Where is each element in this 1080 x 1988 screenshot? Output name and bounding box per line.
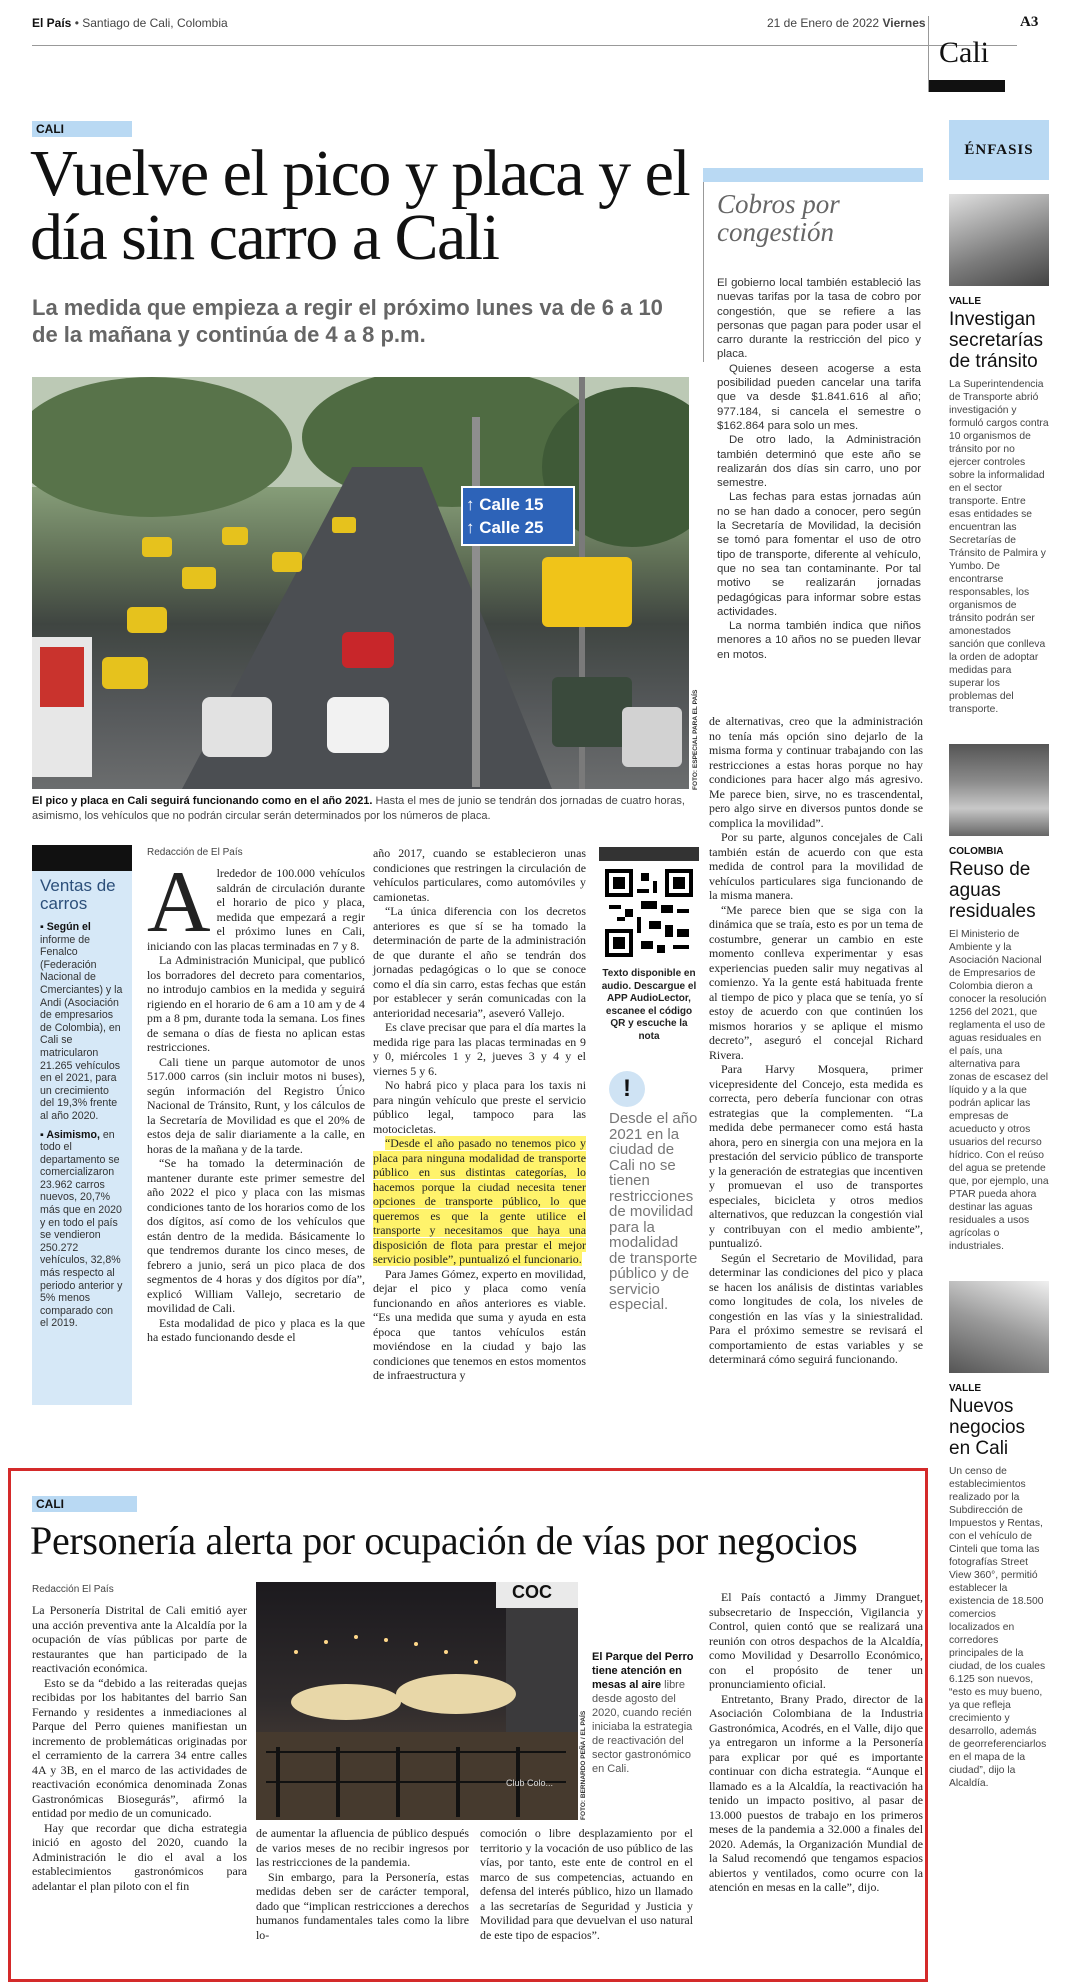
ventas-item-2: ▪ Asimismo, en todo el departamento se comercializaron 23.962 carros nuevos, 20,7% más que en 2020 y en todo el país se vendieron 250.272 vehículos, 32,8% más respecto al periodo anterior y 5% menos comparado con el 2019. <box>40 1128 123 1330</box>
ventas-box <box>32 845 132 1405</box>
second-col-4: El País contactó a Jimmy Dranguet, subsecretario de Inspección, Vigilancia y Control, quien contó que se realizará una reunión con otros despachos de la Alcaldía, como Movilidad y Desarrollo Económico, con el propósito de tener un pronunciamiento oficial. Entretanto, Brany Prado, director de la Asociación Colombiana de la Industria Gastronómica, Acodrés, en el Valle, dijo que ya entregaron un informe a la Personería para explicar por qué es importante continuar con dicha estrategia. “Aunque el llamado es a la Alcaldía, la reactivación ha tenido un impacto positivo, al pasar de 13.000 puestos de trabajo en los primeros meses de la pandemia a 32.000 a finales del 2020. Además, la Organización Mundial de la Salud recomendó que tengamos espacios abiertos y ventilados, como ocurre con la atención en mesas en la calle”, dijo. <box>709 1590 923 1894</box>
second-section-tag: CALI <box>32 1496 137 1512</box>
restaurant-photo <box>256 1582 578 1820</box>
enfasis-title: ÉNFASIS <box>949 120 1049 180</box>
ventas-title: Ventas de carros <box>40 876 116 913</box>
exclamation-text: Desde el año 2021 en la ciudad de Cali no se tienen restricciones de movilidad para la modalidad de transporte público y de servicio especial. <box>609 1110 698 1313</box>
second-col-2: de aumentar la afluencia de público después de varios meses de no recibir ingresos por las restricciones de la pandemia. Sin embargo, para la Personería, estas medidas deben ser de carácter temporal, dado que “implican restricciones a derechos humanos fundamentales tales como la libre lo- <box>256 1826 469 1942</box>
arrow-up-icon: ↑ <box>466 518 480 537</box>
location: Santiago de Cali, Colombia <box>82 16 228 30</box>
photo-credit: FOTO: ESPECIAL PARA EL PAÍS <box>692 689 699 790</box>
enfasis-kicker-1: VALLE <box>949 296 982 307</box>
ventas-item-1: ▪ Según el informe de Fenalco (Federación Nacional de Cmerciantes) y la Andi (Asociación de empresarios de Colombia), en Cali se matricularon 21.265 vehículos en el 2021, para un crecimiento del 19,3% frente al año 2020. <box>40 921 123 1122</box>
photo-sign-club: Club Colo... <box>506 1778 554 1788</box>
headline: Vuelve el pico y placa y el día sin carro a Cali <box>30 137 690 274</box>
sign-calle-15: ↑ Calle 15 <box>466 495 544 514</box>
enfasis-body-2: El Ministerio de Ambiente y la Asociación Nacional de Empresarios de Colombia dieron a conocer la resolución 1256 del 2021, que reglamenta el uso de aguas residuales en el país, una alternativa para zonas de escasez del líquido y a la que podrán aplicar las empresas de acueducto y otros usuarios del recurso hídrico. Con el reúso del agua se pretende que, por ejemplo, una PTAR pueda ahora destinar las aguas residuales a usos agrícolas o industriales. <box>949 929 1049 1252</box>
second-byline: Redacción El País <box>32 1584 114 1595</box>
date: 21 de Enero de 2022 <box>767 16 880 30</box>
photo-caption: El pico y placa en Cali seguirá funcionando como en el año 2021. Hasta el mes de junio se tendrán dos jornadas de cuatro horas, asimismo, los vehículos que no podrán circular serán determinados por los números de placa. <box>32 795 685 822</box>
section-name: Cali <box>939 36 989 69</box>
dropcap: A <box>147 854 211 951</box>
second-photo-caption: El Parque del Perro tiene atención en mesas al aire libre desde agosto del 2020, cuando recién iniciaba la estrategia de reactivación del sector gastronómico en Cali. <box>592 1651 694 1775</box>
cobros-box <box>703 168 923 684</box>
main-col-4: de alternativas, creo que la administración no tenía más opción sino dejarlo de la misma forma y continuar trabajando con las restricciones a estas horas porque no hay condiciones para hacer algo más agresivo. Me parece bien, sirve, no es trascendental, pero algo sirve en diversos puntos donde se complica la movilidad”. Por su parte, algunos concejales de Cali también están de acuerdo con que esta medida de control para la movilidad de vehículos particulares siga funcionando de la misma manera. “Me parece bien que se siga con la dinámica que se traía, esto es por un tema de costumbre, generar un cambio en este momento conlleva experimentar y esas experiencias pueden salir muy negativas al comienzo. Ya la gente está habituada frente al tiempo de pico y placa que se tenía, yo sí estoy de acuerdo con que continúen los mismos horarios y se aplique el mismo decreto”, aseguró el concejal Richard Rivera. Para Harvy Mosquera, primer vicepresidente del Concejo, esta medida es correcta, pero debería funcionar con otras estrategias que la complementen. “La medida debe permanecer como está hasta ahora, pero en sinergia con una mejora en la prestación del servicio público de transporte y la generación de estrategias que incentiven y promuevan el uso de transportes especiales, bicicleta y otros medios alternativos, que reduzcan la congestión vial y contribuyan con el medio ambiente”, puntualizó. Según el Secretario de Movilidad, para determinar las condiciones del pico y placa se hacen los análisis de distintas variables como longitudes de cola, los niveles de congestión en las vías y la siniestralidad. Para el próximo semestre se revisará el comportamiento de estas variables y se determinará cómo seguirá funcionando. <box>709 714 923 1366</box>
second-photo-credit: FOTO: BERNARDO PEÑA / EL PAÍS <box>580 1710 587 1820</box>
subheadline: La medida que empieza a regir el próximo lunes va de 6 a 10 de la mañana y continúa de 4 a 8 p.m. <box>32 295 663 347</box>
highlighted-quote: “Desde el año pasado no tenemos pico y placa para ninguna modalidad de transporte público en sus distintas categorías, lo hacemos porque la ciudad necesita tener opciones de transporte público, lo que queremos es que la gente utilice el transporte y necesitamos que haya una disposición de flota para prestar el mejor servicio posible”, puntualizó el funcionario. <box>373 1136 586 1266</box>
arrow-up-icon: ↑ <box>466 495 480 514</box>
byline: Redacción de El País <box>147 847 243 858</box>
main-col-2: año 2017, cuando se establecieron unas condiciones que restringen la circulación de vehículos particulares, como automóviles y camionetas. “La única diferencia con los decretos anteriores es que sí se ha tomado la determinación de parte de la administración de que durante el año se tendrán dos jornadas pedagógicas o lo que se conoce como el día sin carro, estas fechas que están por establecer y serán comunicadas con la anterioridad necesaria”, aseveró Vallejo. Es clave precisar que para el día martes la medida rige para las placas terminadas en 9 y 0, miércoles 1 y 2, jueves 3 y 4 y el viernes 5 y 6. No habrá pico y placa para los taxis ni para ningún vehículo que preste el servicio público legal, tampoco para las motocicletas. “Desde el año pasado no tenemos pico y placa para ninguna modalidad de transporte público en sus distintas categorías, lo hacemos porque la ciudad necesita tener opciones de transporte público, lo que queremos es que la gente utilice el transporte y necesitamos que haya una disposición de flota para prestar el mejor servicio posible”, puntualizó el funcionario. Para James Gómez, experto en movilidad, dejar el pico y placa como venía funcionando en años anteriores es viable. “Es una medida que suma y ayuda en esta época que tantos vehículos están moviéndose en la ciudad y bajo las condiciones que tenemos en estos momentos de infraestructura y <box>373 846 586 1382</box>
enfasis-body-3: Un censo de establecimientos realizado por la Subdirección de Impuestos y Rentas, con el vehículo de Cinteli que toma las fotografías Street View 360°, permitió establecer la existencia de 18.500 comercios localizados en corredores principales de la ciudad, de los cuales 6.125 son nuevos, “esto es muy bueno, ya que refleja crecimiento y desarrollo, además de georreferenciarlos en el mapa de la ciudad”, dijo la Alcaldía. <box>949 1466 1047 1789</box>
qr-box <box>599 847 699 1313</box>
section-flag <box>928 16 1004 92</box>
weekday: Viernes <box>882 16 926 30</box>
enfasis-title-3: Nuevos negocios en Cali <box>949 1396 1026 1459</box>
masthead: El País • Santiago de Cali, Colombia 21 de Enero de 2022 Viernes <box>32 16 1017 46</box>
enfasis-title-2: Reuso de aguas residuales <box>949 859 1036 922</box>
enfasis-rail <box>949 120 1049 1980</box>
exclamation-icon: ! <box>609 1071 645 1107</box>
cobros-body: El gobierno local también estableció las nuevas tarifas por la tasa de cobro por congestión, que se refiere a las personas que pagan para poder usar el carro durante la restricción del pico y placa. Quienes deseen acogerse a esta posibilidad pueden cancelar una tarifa que va desde $1.841.616 al año; 977.184, si cancela el semestre o $162.864 para solo un mes. De otro lado, la Administración también determinó que este año se realizarán dos días sin carro, uno por semestre. Las fechas para estas jornadas aún no se han dado a conocer, pero según la Secretaría de Movilidad, la decisión se tomó para fomentar el uso de otro tipo de transporte, diferente al vehículo, que no sea tan contaminante. Por tal motivo se realizarán jornadas pedagógicas para informar sobre estas actividades. La norma también indica que niños menores a 10 años no se pueden llevar en motos. <box>717 277 921 661</box>
traffic-photo <box>32 377 689 789</box>
enfasis-photo-3 <box>949 1281 1049 1373</box>
second-col-1: La Personería Distrital de Cali emitió ayer una acción preventiva ante la Alcaldía por la ocupación de vías públicas por parte de restaurantes que han participado de la reactivación económica. Esto se da “debido a las reiteradas quejas recibidas por los habitantes del barrio San Fernando y residentes a inmediaciones al Parque del Perro quienes manifiestan un incremento de problemáticas originadas por el cerramiento de la carrera 34 entre calles 4A y 3B, en el marco de las actividades de reactivación económica denominada Zonas Gastronómicas Biosegurás”, afirmó la entidad por medio de un comunicado. Hay que recordar que dicha estrategia inició en agosto del 2020, cuando la Administración le dio el aval a los establecimientos gastronómicos para adelantar el plan piloto con el fin <box>32 1603 247 1893</box>
enfasis-photo-1 <box>949 194 1049 286</box>
section-tag: CALI <box>32 121 132 137</box>
second-col-3: comoción o libre desplazamiento por el territorio y la vocación de uso público de las vías, por tanto, este ente de control en el marco de sus competencias, actuando en defensa del interés público, hizo un llamado a las secretarías de Seguridad y Justicia y Movilidad para que devuelvan el uso natural de este tipo de espacios”. <box>480 1826 693 1942</box>
enfasis-photo-2 <box>949 744 1049 836</box>
traffic-illustration <box>32 377 689 789</box>
sign-calle-25: ↑ Calle 25 <box>466 518 544 537</box>
enfasis-body-1: La Superintendencia de Transporte abrió investigación y formuló cargos contra 10 organismos de tránsito por no ejercer controles sobre la informalidad en el sector transporte. Entre esas entidades se encuentran las Secretarías de Tránsito de Palmira y Yumbo. De encontrarse responsables, los organismos de tránsito podrán ser amonestados sanción que conlleva la orden de adoptar medidas para superar los problemas del transporte. <box>949 379 1049 715</box>
enfasis-title-1: Investigan secretarías de tránsito <box>949 309 1043 372</box>
paper-name: El País <box>32 16 72 30</box>
main-col-1: A lrededor de 100.000 vehículos saldrán de circulación durante el horario de pico y placa, medida que empezará a regir el próximo lunes en Cali, iniciando con las placas terminadas en 7 y 8. La Administración Municipal, que publicó los borradores del decreto para comentarios, no introdujo cambios en la medida y seguirá rigiendo en el horario de 6 am a 10 am y de 4 pm a 8 pm, durante toda la semana. Los fines de semana o días de fiesta no aplican estas restricciones. Cali tiene un parque automotor de unos 517.000 carros (sin incluir motos ni buses), según información del Registro Único Nacional de Tránsito, Runt, y los cálculos de la Secretaría de Movilidad es que el 20% de estos deja de salir diariamente a la calle, en horas de la mañana y de la tarde. “Se ha tomado la determinación de mantener durante este primer semestre del año 2022 el pico y placa con las mismas condiciones tanto de los horarios como de los dos dígitos, así como de los vehículos que están dentro de la medida. Básicamente lo que tendremos durante los cinco meses, de febrero a junio, será un pico placa de dos segmentos de 4 horas y dos dígitos por día”, explicó William Vallejo, secretario de movilidad de Cali. Esta modalidad de pico y placa es la que ha estado funcionando desde el <box>147 854 365 1344</box>
cobros-title: Cobros por congestión <box>717 189 840 247</box>
street-sign <box>466 493 572 539</box>
enfasis-kicker-2: COLOMBIA <box>949 846 1004 857</box>
photo-sign-top: COC <box>512 1582 552 1602</box>
qr-instructions: Texto disponible en audio. Descargue el APP AudioLector, escanee el código QR y escuche la nota <box>601 968 697 1042</box>
enfasis-kicker-3: VALLE <box>949 1383 982 1394</box>
page-number: A3 <box>1020 14 1039 30</box>
qr-code-icon <box>605 869 693 957</box>
second-headline: Personería alerta por ocupación de vías por negocios <box>30 1518 858 1563</box>
